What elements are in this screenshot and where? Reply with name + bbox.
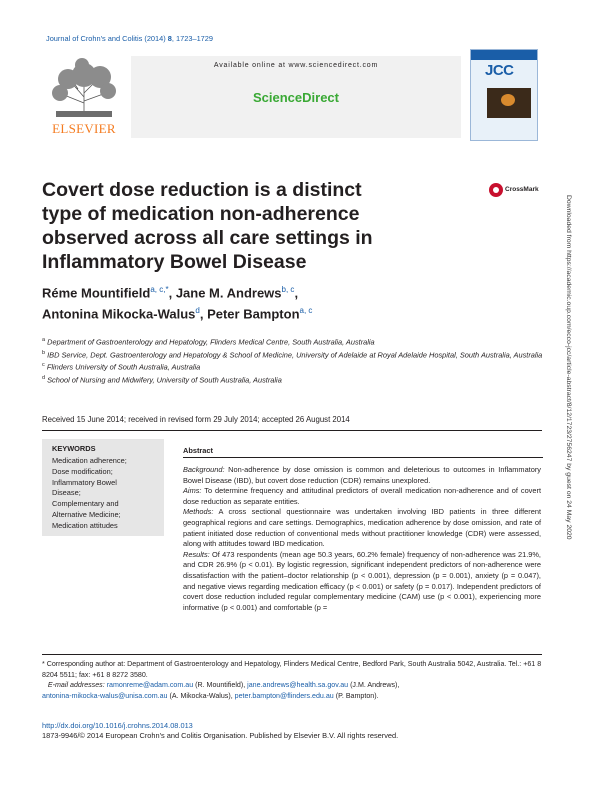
author-separator: , — [294, 285, 299, 301]
section-label: Aims: — [183, 486, 202, 496]
affiliation-key: c — [42, 362, 45, 369]
keyword-item: Dose modification; — [52, 466, 113, 476]
keyword-item: Medication adherence; — [52, 456, 127, 465]
footnote — [42, 659, 542, 701]
crossmark-badge[interactable] — [489, 181, 539, 199]
abstract-background — [183, 465, 541, 486]
affiliations — [42, 335, 547, 386]
footnote-divider — [42, 654, 542, 655]
section-text: Non-adherence by dose omission is common and deleterious to outcomes in Inflammatory Bowel Disease (IBD), but covert dose reduction (CDR) remains unexplored. — [183, 465, 541, 485]
abstract-heading: Abstract — [183, 446, 213, 455]
abstract-body — [183, 465, 541, 613]
section-label: Background: — [183, 465, 225, 474]
keywords-heading: KEYWORDS — [52, 444, 96, 453]
keyword-item: Disease; — [52, 488, 81, 498]
author-name[interactable]: Peter Bampton — [207, 306, 300, 322]
abstract-methods — [183, 507, 541, 549]
corresponding-author: * Corresponding author at: Department of Gastroenterology and Hepatology, Flinders Medical Centre, Bedford Park, South Australia 5042, Australia. Tel.: +61 8 8204 5511; fax: +61 8 8272 3580. — [42, 660, 542, 679]
abstract-aims — [183, 486, 541, 507]
cover-title: JCC — [485, 62, 514, 79]
affiliation-key: a — [42, 337, 46, 343]
author-name[interactable]: Antonina Mikocka-Walus — [42, 306, 196, 322]
journal-name: Journal of Crohn's and Colitis (2014) — [46, 34, 168, 43]
keyword-item: Inflammatory Bowel — [52, 477, 117, 487]
author-list — [42, 281, 462, 324]
author-affiliation-marker[interactable]: b, c — [281, 285, 295, 294]
affiliation-text: School of Nursing and Midwifery, University of South Australia, Australia — [47, 375, 282, 385]
doi-link[interactable]: http://dx.doi.org/10.1016/j.crohns.2014.08.013 — [42, 721, 193, 730]
email-addresses — [42, 680, 542, 701]
affiliation-item — [42, 348, 547, 361]
affiliation-text: Flinders University of South Australia, Australia — [46, 362, 201, 372]
section-text: To determine frequency and attitudinal predictors of overall medication non-adherence and of covert dose reduction as separate entities. — [183, 486, 541, 506]
affiliation-item — [42, 373, 547, 386]
crossmark-label: CrossMark — [505, 186, 539, 194]
email-link[interactable]: ramonreme@adam.com.au — [106, 681, 194, 690]
article-title: Covert dose reduction is a distinct type of medication non-adherence observed across all care settings in Inflammatory Bowel Disease — [42, 179, 373, 273]
sciencedirect-logo[interactable]: ScienceDirect — [253, 90, 339, 105]
email-link[interactable]: antonina-mikocka-walus@unisa.com.au — [42, 691, 168, 700]
email-label: E-mail addresses: — [47, 681, 105, 690]
journal-pages: , 1723–1729 — [171, 34, 214, 43]
abstract-divider — [183, 457, 543, 458]
cover-image-highlight — [501, 94, 515, 106]
cover-bar — [471, 50, 537, 60]
crossmark-icon — [489, 183, 503, 197]
section-label: Methods: — [183, 507, 214, 517]
section-text: Of 473 respondents (mean age 50.3 years, 60.2% female) frequency of non-adherence was 21.9%, and CDR 26.9% (p < 0.01). By logistic regression, significant independent predictors of non-adherence were dissatisfaction with the patient–doctor relationship (p < 0.001), depression (p = 0.001), anxiety (p = 0.047), and negative views regarding medication efficacy (p < 0.001) or safety (p = 0.017). Independent predictors of covert dose reduction included regular complementary medicine (CAM) use (p < 0.001), experiencing more informative (p < 0.001) and comfortable (p = — [183, 549, 541, 612]
author-affiliation-marker[interactable]: a, c — [299, 306, 313, 316]
email-link[interactable]: jane.andrews@health.sa.gov.au — [247, 681, 349, 690]
author-separator: , — [199, 306, 208, 322]
download-watermark: Downloaded from https://academic.oup.com/ecco-jcc/article-abstract/8/12/1723/2756247 by guest on 24 May 2020 — [565, 195, 572, 540]
email-owner: (A. Mikocka-Walus), — [167, 691, 235, 700]
abstract-results — [183, 550, 541, 614]
email-link[interactable]: peter.bampton@flinders.edu.au — [234, 691, 334, 700]
email-owner: (J.M. Andrews), — [348, 681, 400, 690]
author-affiliation-marker[interactable]: d — [195, 306, 200, 316]
author-name[interactable]: Réme Mountifield — [42, 285, 151, 301]
journal-volume: 8 — [167, 34, 172, 43]
copyright-line: 1873-9946/© 2014 European Crohn's and Colitis Organisation. Published by Elsevier B.V. All rights reserved. — [42, 731, 399, 740]
received-dates: Received 15 June 2014; received in revised form 29 July 2014; accepted 26 August 2014 — [42, 415, 350, 424]
divider — [42, 430, 542, 431]
keywords-list — [52, 456, 162, 532]
affiliation-item — [42, 335, 547, 348]
affiliation-item — [42, 360, 547, 373]
section-label: Results: — [183, 549, 210, 559]
affiliation-text: Department of Gastroenterology and Hepatology, Flinders Medical Centre, South Australia, Australia — [47, 337, 375, 347]
keyword-item: Complementary and — [52, 499, 119, 509]
journal-cover-thumbnail — [470, 49, 538, 141]
publisher-logo-text: ELSEVIER — [52, 121, 116, 136]
author-affiliation-marker[interactable]: a, c,* — [150, 285, 169, 294]
affiliation-key: b — [42, 349, 46, 356]
email-owner: (P. Bampton). — [333, 691, 379, 700]
available-online-text: Available online at www.sciencedirect.com — [213, 62, 379, 69]
section-text: A cross sectional questionnaire was undertaken involving IBD patients in three different geographical regions and care settings. Demographics, medication adherence by dose omission, and rate of patient initiated dose reduction of conventional meds without practitioner knowledge (CDR) were assessed, along with attitudes toward IBD medication. — [183, 507, 541, 549]
keyword-item: Medication attitudes — [52, 520, 118, 530]
author-separator: , — [168, 285, 176, 301]
journal-reference — [46, 34, 213, 43]
keyword-item: Alternative Medicine; — [52, 509, 121, 519]
affiliation-text: IBD Service, Dept. Gastroenterology and Hepatology & School of Medicine, University of Adelaide at Royal Adelaide Hospital, South Australia, Australia — [47, 350, 543, 360]
affiliation-key: d — [42, 375, 46, 382]
email-owner: (R. Mountifield), — [193, 681, 248, 690]
author-name[interactable]: Jane M. Andrews — [175, 285, 282, 301]
